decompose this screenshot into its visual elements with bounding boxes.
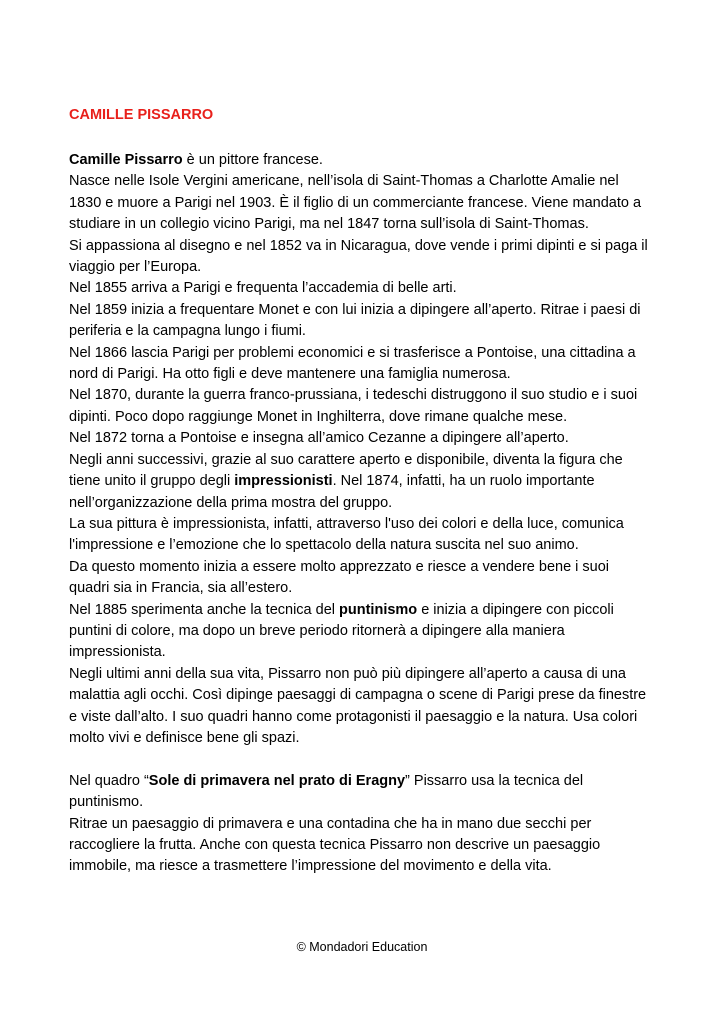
biography-section [69, 150, 669, 749]
text-line: Camille Pissarro è un pittore francese. [69, 152, 323, 168]
text-line: tiene unito il gruppo degli impressionisti. Nel 1874, infatti, ha un ruolo importante [69, 473, 595, 490]
text-line: 1830 e muore a Parigi nel 1903. È il figlio di un commerciante francese. Viene mandato a [69, 194, 642, 211]
text-line: studiare in un collegio vicino Parigi, ma nel 1847 torna sull’isola di Saint-Thomas. [69, 216, 589, 233]
text-line: Nel 1872 torna a Pontoise e insegna all’amico Cezanne a dipingere all’aperto. [69, 430, 569, 447]
text-line: dipinti. Poco dopo raggiunge Monet in Inghilterra, dove rimane qualche mese. [69, 408, 568, 425]
text-line: Nel 1885 sperimenta anche la tecnica del puntinismo e inizia a dipingere con piccoli [69, 601, 614, 618]
text-line: Nel 1870, durante la guerra franco-prussiana, i tedeschi distruggono il suo studio e i suoi [69, 387, 638, 404]
text-line: Nel quadro “Sole di primavera nel prato di Eragny” Pissarro usa la tecnica del [69, 772, 584, 789]
text-line: Nel 1859 inizia a frequentare Monet e con lui inizia a dipingere all’aperto. Ritrae i paesi di [69, 301, 641, 318]
text-line: nell’organizzazione della prima mostra del gruppo. [69, 494, 393, 511]
text-line: quadri sia in Francia, sia all’estero. [69, 580, 293, 597]
copyright-footer: © Mondadori Education [296, 940, 428, 954]
text-line: Da questo momento inizia a essere molto apprezzato e riesce a vendere bene i suoi [69, 558, 610, 575]
text-line: Negli ultimi anni della sua vita, Pissarro non può più dipingere all’aperto a causa di una [69, 665, 626, 682]
text-line: e viste dall’alto. I suo quadri hanno come protagonisti il paesaggio e la natura. Usa colori [69, 708, 638, 725]
text-line: Nel 1866 lascia Parigi per problemi economici e si trasferisce a Pontoise, una cittadina a [69, 344, 636, 361]
text-line: puntini di colore, ma dopo un breve periodo ritornerà a dipingere alla maniera [69, 622, 565, 639]
text-line: La sua pittura è impressionista, infatti, attraverso l'uso dei colori e della luce, comunica [69, 515, 624, 532]
text-line: Nasce nelle Isole Vergini americane, nell’isola di Saint-Thomas a Charlotte Amalie nel [69, 173, 619, 190]
text-line: Ritrae un paesaggio di primavera e una contadina che ha in mano due secchi per [69, 815, 592, 832]
text-line: Si appassiona al disegno e nel 1852 va in Nicaragua, dove vende i primi dipinti e si paga il [69, 237, 648, 254]
bold-term: Sole di primavera nel prato di Eragny [148, 772, 406, 789]
text-line: immobile, ma riesce a trasmettere l’impressione del movimento e della vita. [69, 858, 552, 875]
page-title: CAMILLE PISSARRO [69, 107, 214, 123]
text-line: raccogliere la frutta. Anche con questa tecnica Pissarro non descrive un paesaggio [69, 836, 601, 853]
text-line: malattia agli occhi. Così dipinge paesaggi di campagna o scene di Parigi prese da finestre [69, 687, 647, 704]
text-line: viaggio per l’Europa. [69, 259, 202, 276]
text-line: nord di Parigi. Ha otto figli e deve mantenere una famiglia numerosa. [69, 366, 511, 383]
text-line: l'impressione e l’emozione che lo spettacolo della natura suscita nel suo animo. [69, 537, 579, 554]
text-line: molto vivi e definisce bene gli spazi. [69, 729, 300, 746]
painting-description-section [69, 771, 669, 878]
text-line: Nel 1855 arriva a Parigi e frequenta l’accademia di belle arti. [69, 280, 457, 297]
document-page [69, 105, 669, 878]
text-line: impressionista. [69, 644, 166, 661]
text-line: puntinismo. [69, 794, 144, 811]
bold-term: Camille Pissarro [69, 152, 183, 168]
text-line: periferia e la campagna lungo i fiumi. [69, 323, 306, 340]
bold-term: impressionisti [234, 473, 333, 490]
text-line: Negli anni successivi, grazie al suo carattere aperto e disponibile, diventa la figura che [69, 451, 623, 468]
bold-term: puntinismo [339, 601, 418, 618]
